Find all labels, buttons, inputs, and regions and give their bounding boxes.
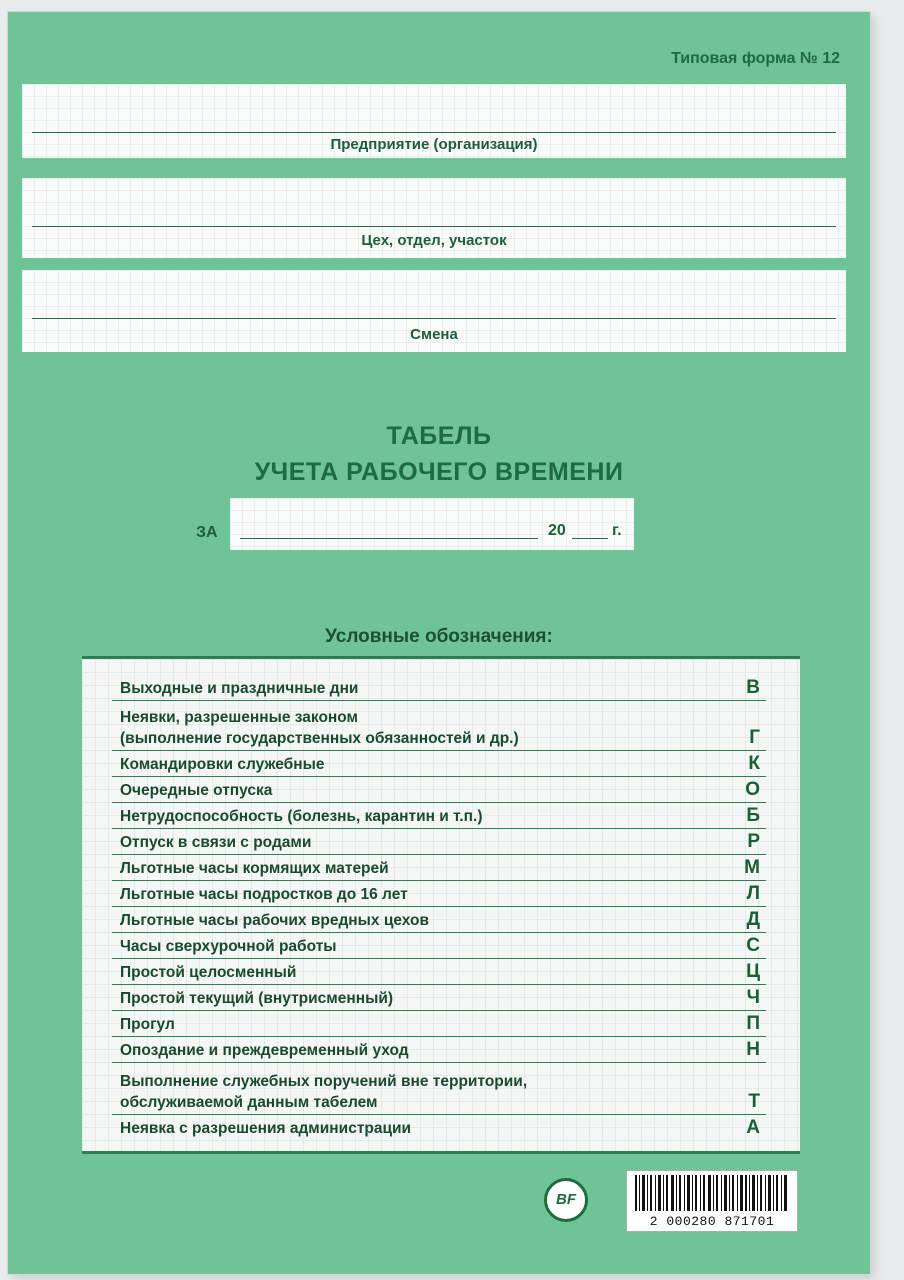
legend-label: Льготные часы кормящих матерей bbox=[120, 860, 389, 877]
year-suffix: г. bbox=[612, 522, 622, 539]
legend-label: Простой текущий (внутрисменный) bbox=[120, 990, 394, 1007]
title-line-1: ТАБЕЛЬ bbox=[386, 422, 492, 450]
period-prefix: ЗА bbox=[196, 524, 218, 541]
legend-row bbox=[112, 778, 766, 803]
legend-code: С bbox=[746, 935, 760, 956]
legend-title: Условные обозначения: bbox=[325, 626, 553, 647]
legend-label: Неявки, разрешенные законом (выполнение государственных обязанностей и др.) bbox=[120, 709, 519, 747]
legend-label: Простой целосменный bbox=[120, 964, 297, 981]
legend-code: В bbox=[746, 677, 760, 698]
legend-code: А bbox=[746, 1117, 760, 1138]
legend-row bbox=[112, 1038, 766, 1063]
shift-field bbox=[22, 270, 846, 352]
legend-row bbox=[112, 856, 766, 881]
legend-row bbox=[112, 659, 766, 701]
shift-caption: Смена bbox=[410, 326, 458, 343]
enterprise-caption: Предприятие (организация) bbox=[330, 136, 538, 153]
legend-label: Нетрудоспособность (болезнь, карантин и т.п.) bbox=[120, 808, 483, 825]
legend-row bbox=[112, 882, 766, 907]
legend-row bbox=[112, 702, 766, 751]
period-field bbox=[230, 498, 634, 550]
shift-line bbox=[32, 318, 836, 319]
barcode bbox=[626, 1170, 798, 1232]
barcode-bars bbox=[633, 1175, 791, 1211]
legend-row bbox=[112, 1064, 766, 1115]
legend-code: П bbox=[746, 1013, 760, 1034]
legend-code: Т bbox=[748, 1091, 760, 1112]
legend-row bbox=[112, 1012, 766, 1037]
year-prefix: 20 bbox=[548, 522, 566, 539]
legend-code: М bbox=[744, 857, 760, 878]
legend-label: Командировки служебные bbox=[120, 756, 325, 773]
legend-label: Прогул bbox=[120, 1016, 175, 1033]
form-cover bbox=[8, 12, 870, 1274]
legend-label: Выходные и праздничные дни bbox=[120, 680, 359, 697]
department-line bbox=[32, 226, 836, 227]
legend-label: Льготные часы рабочих вредных цехов bbox=[120, 912, 429, 929]
enterprise-field bbox=[22, 84, 846, 158]
legend-label: Отпуск в связи с родами bbox=[120, 834, 312, 851]
legend-table bbox=[82, 656, 800, 1154]
legend-code: Г bbox=[749, 727, 760, 748]
legend-label: Льготные часы подростков до 16 лет bbox=[120, 886, 408, 903]
legend-row bbox=[112, 908, 766, 933]
legend-label: Неявка с разрешения администрации bbox=[120, 1120, 412, 1137]
title-line-2: УЧЕТА РАБОЧЕГО ВРЕМЕНИ bbox=[254, 458, 624, 486]
legend-row bbox=[112, 752, 766, 777]
legend-code: Н bbox=[746, 1039, 760, 1060]
legend-label: Выполнение служебных поручений вне территории, обслуживаемой данным табелем bbox=[120, 1073, 528, 1111]
legend-row bbox=[112, 804, 766, 829]
legend-row bbox=[112, 934, 766, 959]
legend-row bbox=[112, 830, 766, 855]
legend-label: Опоздание и преждевременный уход bbox=[120, 1042, 409, 1059]
form-number: Типовая форма № 12 bbox=[671, 50, 840, 67]
legend-code: Д bbox=[746, 909, 760, 930]
legend-row bbox=[112, 1116, 766, 1140]
legend-label: Очередные отпуска bbox=[120, 782, 273, 799]
barcode-number: 2 000280 871701 bbox=[649, 1214, 775, 1229]
legend-code: К bbox=[748, 753, 760, 774]
department-field bbox=[22, 178, 846, 258]
legend-code: Ч bbox=[746, 987, 760, 1008]
department-caption: Цех, отдел, участок bbox=[361, 232, 507, 249]
legend-code: Б bbox=[746, 805, 760, 826]
legend-code: Ц bbox=[746, 961, 760, 982]
enterprise-line bbox=[32, 132, 836, 133]
legend-code: О bbox=[745, 779, 760, 800]
legend-row bbox=[112, 986, 766, 1011]
publisher-logo bbox=[544, 1178, 588, 1222]
legend-row bbox=[112, 960, 766, 985]
legend-code: Р bbox=[747, 831, 760, 852]
year-line bbox=[572, 538, 608, 539]
legend-code: Л bbox=[746, 883, 760, 904]
logo-text: BF bbox=[556, 1191, 576, 1208]
period-line bbox=[240, 538, 538, 539]
legend-label: Часы сверхурочной работы bbox=[120, 938, 337, 955]
